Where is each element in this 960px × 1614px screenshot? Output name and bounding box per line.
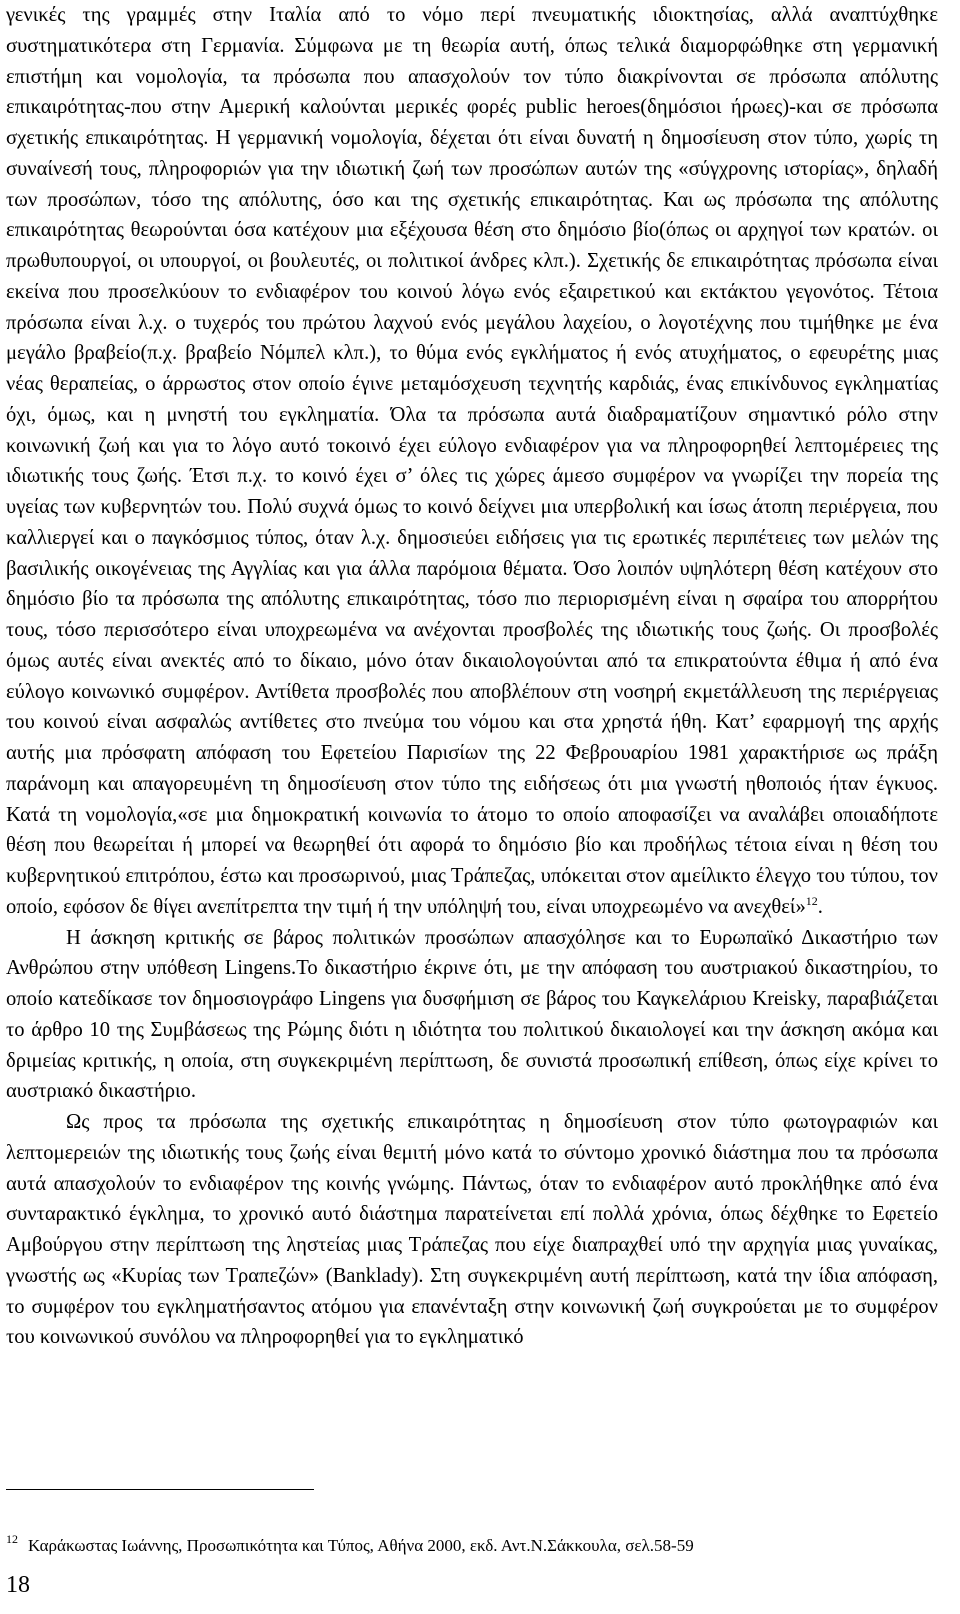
paragraph-1-end: . [817, 895, 823, 918]
body-text [6, 0, 938, 1353]
page-number: 18 [6, 1572, 30, 1598]
paragraph-1 [6, 0, 938, 923]
footnote-reference[interactable]: 12 [805, 893, 818, 908]
paragraph-1-text: γενικές της γραμμές στην Ιταλία από το νόμο περί πνευματικής ιδιοκτησίας, αλλά αναπτύχθηκε συστηματικότερα στη Γερμανία. Σύμφωνα με τη θεωρία αυτή, όπως τελικά διαμορφώθηκε στη γερμανική επιστήμη και νομολογία, τα πρόσωπα που απασχολούν τον τύπο διακρίνονται σε πρόσωπα απόλυτης επικαιρότητας-που στην Αμερική καλούνται μερικές φορές public heroes(δημόσιοι ήρωες)-και σε πρόσωπα σχετικής επικαιρότητας. Η γερμανική νομολογία, δέχεται ότι είναι δυνατή η δημοσίευση στον τύπο, χωρίς τη συναίνεσή τους, πληροφοριών για την ιδιωτική ζωή των προσώπων αυτών της «σύγχρονης ιστορίας», δηλαδή των προσώπων, τόσο της απόλυτης, όσο και της σχετικής επικαιρότητας. Και ως πρόσωπα της απόλυτης επικαιρότητας θεωρούνται όσα κατέχουν μια εξέχουσα θέση στο δημόσιο βίο(όπως οι αρχηγοί των κρατών. οι πρωθυπουργοί, οι υπουργοί, οι βουλευτές, οι πολιτικοί άνδρες κλπ.). Σχετικής δε επικαιρότητας πρόσωπα είναι εκείνα που προσελκύουν το ενδιαφέρον του κοινού λόγω ενός εξαιρετικού και εκτάκτου γεγονότος. Τέτοια πρόσωπα είναι λ.χ. ο τυχερός του πρώτου λαχνού ενός μεγάλου λαχείου, ο λογοτέχνης που τιμήθηκε με ένα μεγάλο βραβείο(π.χ. βραβείο Νόμπελ κλπ.), το θύμα ενός εγκλήματος ή ενός ατυχήματος, ο εφευρέτης μιας νέας θεραπείας, ο άρρωστος στον οποίο έγινε μεταμόσχευση τεχνητής καρδιάς, ένας επικίνδυνος εγκληματίας όχι, όμως, και η μνηστή του εγκληματία. Όλα τα πρόσωπα αυτά διαδραματίζουν σημαντικό ρόλο στην κοινωνική ζωή και για το λόγο αυτό τοκοινό έχει εύλογο ενδιαφέρον για να πληροφορηθεί λεπτομέρειες της ιδιωτικής τους ζωής. Έτσι π.χ. το κοινό έχει σ’ όλες τις χώρες άμεσο συμφέρον να γνωρίζει την πορεία της υγείας των κυβερνητών του. Πολύ συχνά όμως το κοινό δείχνει μια υπερβολική και ίσως άτοπη περιέργεια, που καλλιεργεί και ο παγκόσμιος τύπος, όταν λ.χ. δημοσιεύει ειδήσεις για τις ερωτικές περιπέτειες των μελών της βασιλικής οικογένειας της Αγγλίας και για άλλα παρόμοια θέματα. Όσο λοιπόν υψηλότερη θέση κατέχουν στο δημόσιο βίο τα πρόσωπα της απόλυτης επικαιρότητας, τόσο πιο περιορισμένη είναι η σφαίρα του απορρήτου τους, τόσο περισσότερο είναι υποχρεωμένα να ανέχονται προσβολές της ιδιωτικής τους ζωής. Οι προσβολές όμως αυτές είναι ανεκτές από το δίκαιο, μόνο όταν δικαιολογούνται από τα επικρατούντα έθιμα ή από ένα εύλογο κοινωνικό συμφέρον. Αντίθετα προσβολές που αποβλέπουν στη νοσηρή εκμετάλλευση της περιέργειας του κοινού είναι ασφαλώς αντίθετες στο πνεύμα του νόμου και στα χρηστά ήθη. Κατ’ εφαρμογή της αρχής αυτής μια πρόσφατη απόφαση του Εφετείου Παρισίων της 22 Φεβρουαρίου 1981 χαρακτήρισε ως πράξη παράνομη και απαγορευμένη τη δημοσίευση στον τύπο της ειδήσεως ότι μια γνωστή ηθοποιός ήταν έγκυος. Κατά τη νομολογία,«σε μια δημοκρατική κοινωνία το άτομο το οποίο αποφασίζει να αναλάβει οποιαδήποτε θέση που θεωρείται ή μπορεί να θεωρηθεί ότι αφορά το δημόσιο βίο και προδήλως τέτοια είναι η θέση του κυβερνητικού επιτρόπου, έστω και προσωρινού, μιας Τράπεζας, υπόκειται στον αμείλικτο έλεγχο του τύπου, τον οποίο, εφόσον δε θίγει ανεπίτρεπτα την τιμή ή την υπόληψή του, είναι υποχρεωμένο να ανεχθεί» [6, 4, 938, 918]
paragraph-2: Η άσκηση κριτικής σε βάρος πολιτικών προσώπων απασχόλησε και το Ευρωπαϊκό Δικαστήριο των Ανθρώπου στην υπόθεση Lingens.Το δικαστήριο έκρινε ότι, με την απόφαση του αυστριακού δικαστηρίου, το οποίο κατεδίκασε τον δημοσιογράφο Lingens για δυσφήμιση σε βάρος του Καγκελάριου Kreisky, παραβιάζεται το άρθρο 10 της Συμβάσεως της Ρώμης διότι η ιδιότητα του πολιτικού δικαιολογεί και την άσκηση ακόμα και δριμείας κριτικής, η οποία, στη συγκεκριμένη περίπτωση, δε συνιστά προσωπική επίθεση, όπως είχε κρίνει το αυστριακό δικαστήριο. [6, 926, 938, 1103]
footnote-text: Καράκωστας Ιωάννης, Προσωπικότητα και Τύπος, Αθήνα 2000, εκδ. Αντ.Ν.Σάκκουλα, σελ.58-59 [28, 1536, 694, 1555]
paragraph-3: Ως προς τα πρόσωπα της σχετικής επικαιρότητας η δημοσίευση στον τύπο φωτογραφιών και λεπτομερειών της ιδιωτικής τους ζωής είναι θεμιτή μόνο κατά το σύντομο χρονικό διάστημα που τα πρόσωπα αυτά απασχολούν το ενδιαφέρον της κοινής γνώμης. Πάντως, όταν το ενδιαφέρον αυτό προκλήθηκε από ένα συνταρακτικό έγκλημα, το χρονικό αυτό διάστημα παρατείνεται επί πολλά χρόνια, όπως δέχθηκε το Εφετείο Αμβούργου στην περίπτωση της ληστείας μιας Τράπεζας που είχε διαπραχθεί υπό την αρχηγία μιας γυναίκας, γνωστής ως «Κυρίας των Τραπεζών» (Banklady). Στη συγκεκριμένη αυτή περίπτωση, κατά την ίδια απόφαση, το συμφέρον του εγκληματήσαντος ατόμου για επανένταξη στην κοινωνική ζωή συγκρούεται με το συμφέρον του κοινωνικού συνόλου να πληροφορηθεί για το εγκληματικό [6, 1111, 938, 1349]
footnote [6, 1528, 926, 1557]
footnote-separator [6, 1489, 314, 1490]
footnote-number: 12 [6, 1532, 18, 1546]
